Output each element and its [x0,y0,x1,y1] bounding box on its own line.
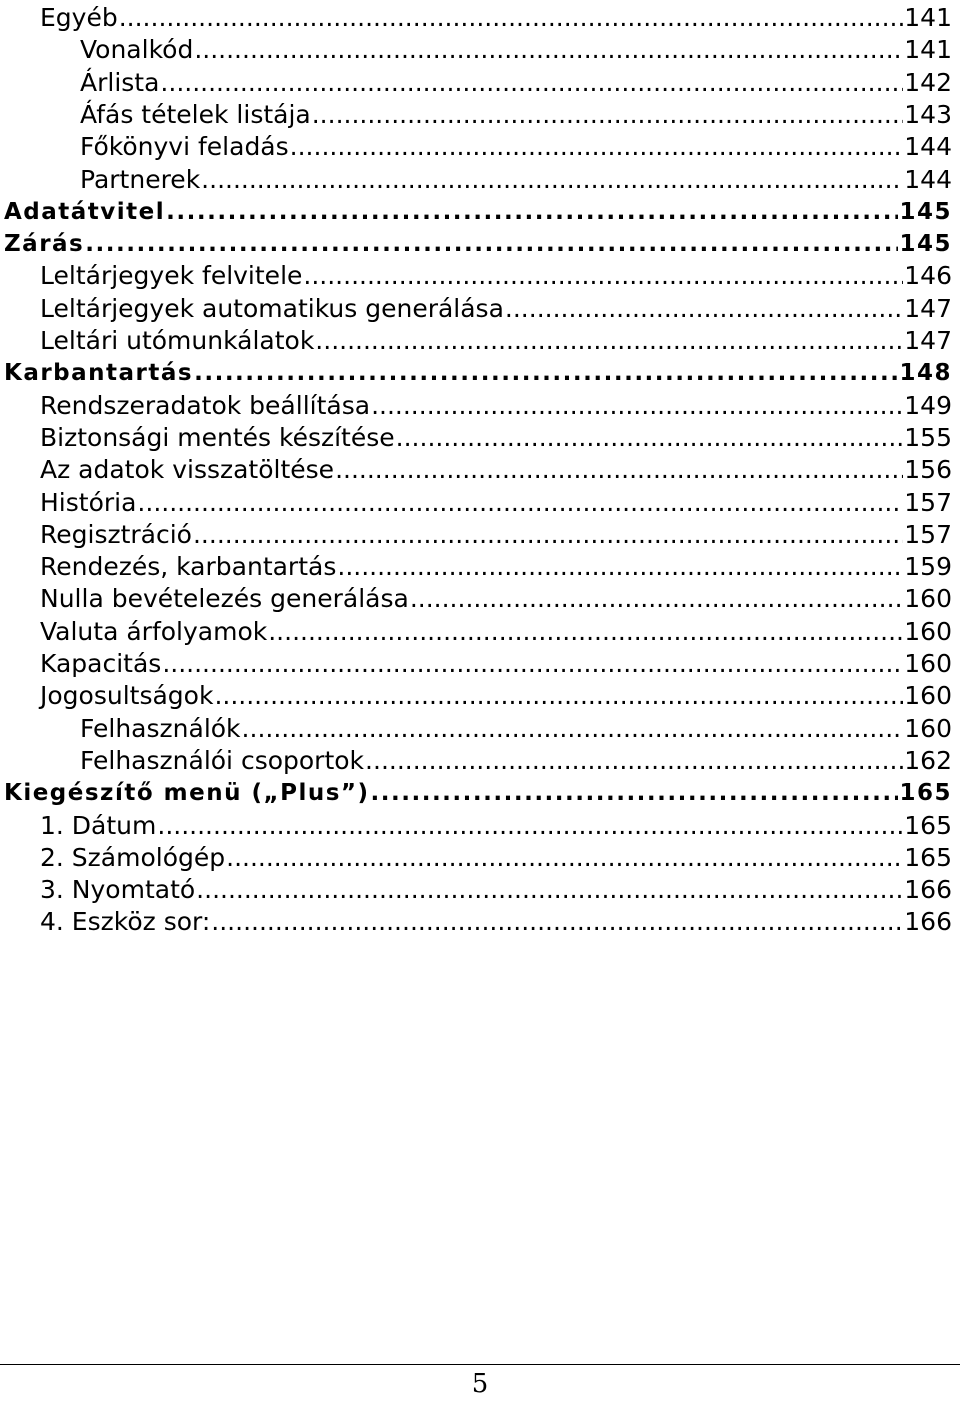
toc-entry-page: 155 [904,422,952,452]
toc-leader-dots [242,713,904,745]
toc-entry[interactable] [80,67,952,99]
toc-entry[interactable] [40,454,952,486]
toc-entry-label: Adatátvitel [4,198,166,225]
footer-divider [0,1364,960,1365]
toc-entry-label: Leltárjegyek felvitele [40,261,303,291]
toc-leader-dots [194,34,903,66]
toc-leader-dots [119,2,904,34]
toc-entry[interactable] [4,357,952,389]
toc-entry[interactable] [40,906,952,938]
toc-entry[interactable] [80,164,952,196]
toc-entry-label: Jogosultságok [40,681,214,711]
toc-entry[interactable] [40,874,952,906]
toc-entry-page: 160 [904,616,952,646]
toc-entry-page: 148 [899,360,952,387]
toc-entry[interactable] [40,583,952,615]
toc-entry[interactable] [80,99,952,131]
toc-entry-page: 159 [904,552,952,582]
toc-entry-page: 141 [904,3,952,32]
toc-leader-dots [371,777,899,809]
toc-entry[interactable] [40,487,952,519]
toc-entry-label: Kiegészítő menü („Plus”) [4,780,370,807]
toc-entry-label: Rendezés, karbantartás [40,552,337,582]
toc-leader-dots [214,680,903,712]
toc-entry[interactable] [40,648,952,680]
toc-leader-dots [226,842,903,874]
toc-leader-dots [193,519,903,551]
toc-entry-label: Biztonsági mentés készítése [40,422,395,452]
toc-entry-page: 162 [904,745,952,775]
toc-entry-page: 147 [904,293,952,323]
toc-entry-page: 144 [904,164,952,194]
toc-entry[interactable] [80,131,952,163]
toc-leader-dots [396,422,904,454]
toc-entry-label: Nulla bevételezés generálása [40,584,409,614]
toc-entry[interactable] [80,745,952,777]
toc-entry-page: 166 [904,875,952,905]
toc-entry-page: 160 [904,584,952,614]
toc-entry-page: 157 [904,519,952,549]
toc-leader-dots [312,99,904,131]
toc-leader-dots [85,228,898,260]
toc-leader-dots [268,616,903,648]
toc-entry-label: 2. Számológép [40,842,226,872]
toc-leader-dots [201,164,903,196]
toc-leader-dots [410,583,903,615]
toc-leader-dots [335,454,903,486]
toc-leader-dots [160,67,903,99]
toc-entry-label: Árlista [80,67,160,97]
toc-entry-page: 142 [904,67,952,97]
toc-entry-page: 160 [904,713,952,743]
toc-entry-page: 145 [899,198,952,225]
toc-leader-dots [211,906,903,938]
toc-entry-page: 160 [904,681,952,711]
toc-entry-page: 145 [899,231,952,258]
toc-leader-dots [157,810,903,842]
toc-entry-label: Valuta árfolyamok [40,616,268,646]
toc-entry-label: Leltárjegyek automatikus generálása [40,293,504,323]
toc-entry[interactable] [40,260,952,292]
toc-entry-label: Partnerek [80,164,201,194]
toc-entry[interactable] [40,293,952,325]
toc-entry-page: 146 [904,261,952,291]
toc-entry[interactable] [4,196,952,228]
toc-entry[interactable] [80,34,952,66]
toc-entry-label: Kapacitás [40,649,162,678]
toc-entry[interactable] [4,777,952,809]
toc-leader-dots [162,648,903,680]
toc-entry-label: Karbantartás [4,360,194,387]
toc-entry-label: Egyéb [40,3,118,32]
toc-entry[interactable] [4,228,952,260]
toc-entry-label: Rendszeradatok beállítása [40,390,371,420]
toc-entry-label: 4. Eszköz sor: [40,907,211,937]
toc-entry-label: Leltári utómunkálatok [40,326,315,355]
toc-leader-dots [371,390,903,422]
toc-leader-dots [315,325,903,357]
toc-entry-label: Az adatok visszatöltése [40,455,335,485]
toc-entry-label: Áfás tételek listája [80,99,311,129]
toc-entry[interactable] [40,422,952,454]
toc-leader-dots [290,131,904,163]
toc-leader-dots [365,745,903,777]
toc-leader-dots [196,874,903,906]
toc-entry-label: 3. Nyomtató [40,875,196,905]
toc-entry[interactable] [80,713,952,745]
toc-entry[interactable] [40,2,952,34]
toc-entry-page: 147 [904,326,952,355]
toc-leader-dots [166,196,898,228]
toc-entry[interactable] [40,810,952,842]
toc-entry[interactable] [40,325,952,357]
toc-leader-dots [194,357,898,389]
page-number: 5 [471,1369,489,1399]
toc-entry-label: Vonalkód [80,35,194,65]
toc-leader-dots [303,260,903,292]
toc-leader-dots [337,551,903,583]
toc-entry-page: 165 [899,780,952,807]
toc-entry[interactable] [40,680,952,712]
toc-entry-page: 141 [904,35,952,65]
toc-entry-label: História [40,487,137,517]
toc-entry-label: Főkönyvi feladás [80,132,289,162]
toc-entry-label: 1. Dátum [40,810,157,840]
toc-entry-page: 165 [904,842,952,872]
toc-entry-page: 166 [904,907,952,937]
toc-entry-page: 143 [904,99,952,129]
toc-entry[interactable] [40,551,952,583]
toc-entry[interactable] [40,616,952,648]
toc-entry-label: Regisztráció [40,519,192,549]
toc-entry-page: 157 [904,487,952,517]
toc-entry[interactable] [40,390,952,422]
toc-entry-page: 165 [904,810,952,840]
toc-entry[interactable] [40,519,952,551]
toc-leader-dots [505,293,903,325]
toc-leader-dots [137,487,903,519]
toc-entry-page: 160 [904,649,952,678]
toc-entry-label: Felhasználók [80,713,241,743]
toc-entry[interactable] [40,842,952,874]
toc-entry-page: 149 [904,390,952,420]
toc-entry-label: Zárás [4,231,85,258]
toc-entry-page: 156 [904,455,952,485]
toc-entry-label: Felhasználói csoportok [80,745,365,775]
toc-entry-page: 144 [904,132,952,162]
